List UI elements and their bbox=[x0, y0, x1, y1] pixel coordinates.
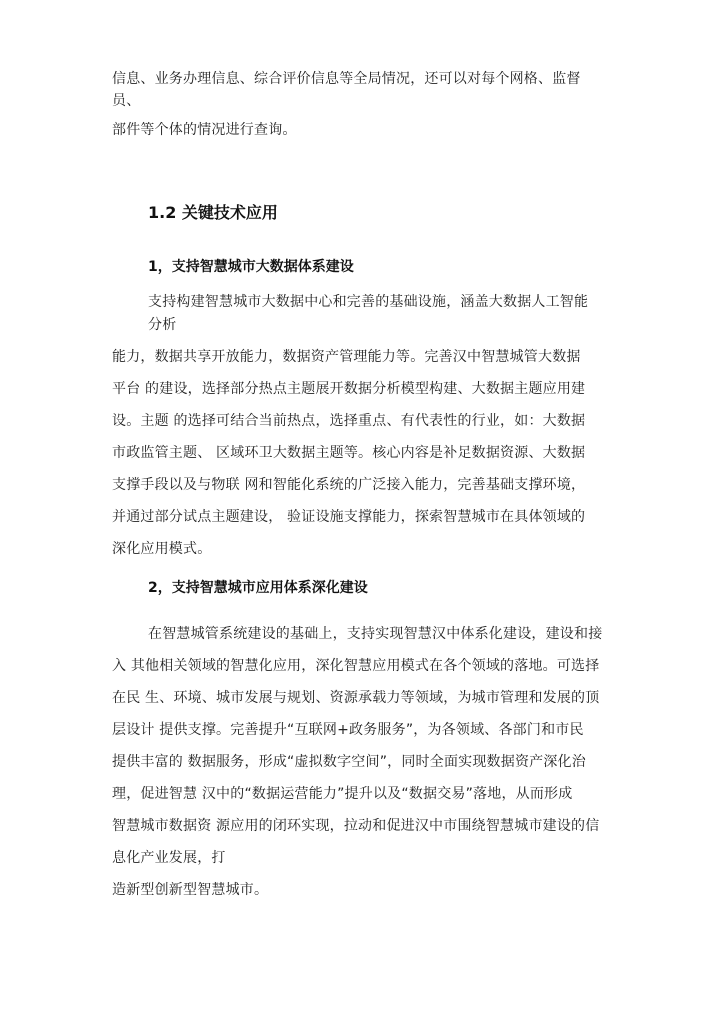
item2-line: 智慧城市数据资 源应用的闭环实现，拉动和促进汉中市围绕智慧城市建设的信 bbox=[112, 818, 600, 834]
intro-line-2: 员、 bbox=[112, 93, 141, 109]
item1-title: 1，支持智慧城市大数据体系建设 bbox=[148, 259, 354, 275]
item1-line: 并通过部分试点主题建设， 验证设施支撑能力，探索智慧城市在具体领域的 bbox=[112, 509, 586, 525]
item1-line: 设。主题 的选择可结合当前热点，选择重点、有代表性的行业，如：大数据 bbox=[112, 413, 586, 429]
item1-line: 支持构建智慧城市大数据中心和完善的基础设施，涵盖大数据人工智能 bbox=[148, 294, 589, 310]
intro-line-3: 部件等个体的情况进行查询。 bbox=[112, 122, 297, 138]
item2-line: 入 其他相关领域的智慧化应用，深化智慧应用模式在各个领域的落地。可选择 bbox=[112, 658, 600, 674]
item1-line: 深化应用模式。 bbox=[112, 541, 212, 557]
section-heading: 1.2 关键技术应用 bbox=[148, 203, 278, 222]
item1-line: 平台 的建设，选择部分热点主题展开数据分析模型构建、大数据主题应用建 bbox=[112, 381, 586, 397]
item1-line: 能力，数据共享开放能力，数据资产管理能力等。完善汉中智慧城管大数据 bbox=[112, 349, 581, 365]
item2-line: 理，促进智慧 汉中的“数据运营能力”提升以及“数据交易”落地，从而形成 bbox=[112, 786, 573, 802]
item2-line: 在民 生、环境、城市发展与规划、资源承载力等领域，为城市管理和发展的顶 bbox=[112, 690, 600, 706]
item2-line: 在智慧城管系统建设的基础上，支持实现智慧汉中体系化建设，建设和接 bbox=[148, 626, 603, 642]
item1-line: 分析 bbox=[148, 317, 177, 333]
item2-title: 2，支持智慧城市应用体系深化建设 bbox=[148, 580, 368, 596]
item2-line: 层设计 提供支撑。完善提升“互联网+政务服务”，为各领域、各部门和市民 bbox=[112, 722, 584, 738]
item2-line: 提供丰富的 数据服务，形成“虚拟数字空间”，同时全面实现数据资产深化治 bbox=[112, 754, 586, 770]
item1-line: 市政监管主题、 区域环卫大数据主题等。核心内容是补足数据资源、大数据 bbox=[112, 445, 586, 461]
item2-line: 造新型创新型智慧城市。 bbox=[112, 882, 269, 898]
item2-line: 息化产业发展，打 bbox=[112, 850, 226, 866]
intro-line-1: 信息、业务办理信息、综合评价信息等全局情况，还可以对每个网格、监督 bbox=[112, 71, 581, 87]
item1-line: 支撑手段以及与物联 网和智能化系统的广泛接入能力，完善基础支撑环境， bbox=[112, 477, 586, 493]
